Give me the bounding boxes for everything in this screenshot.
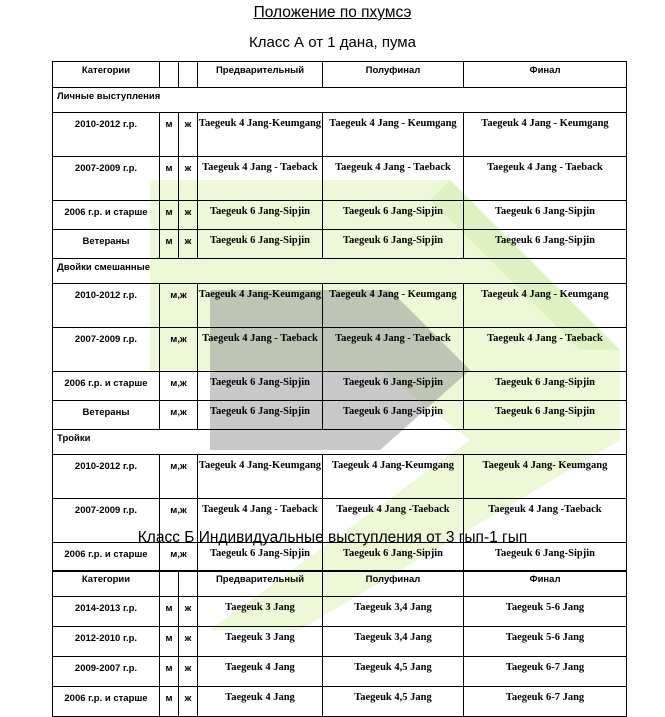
sex-m-cell: м	[160, 687, 179, 717]
final-cell: Taegeuk 6-7 Jang	[464, 687, 627, 717]
table-row	[53, 597, 627, 627]
category-cell: 2006 г.р. и старше	[53, 372, 160, 401]
preliminary-cell: Taegeuk 3 Jang	[198, 597, 323, 627]
category-cell: 2006 г.р. и старше	[53, 201, 160, 230]
table-header-row	[53, 62, 627, 88]
header-semifinal: Полуфинал	[323, 571, 464, 597]
sex-m-cell: м	[160, 113, 179, 157]
header-sex-f	[179, 571, 198, 597]
sex-cell: м,ж	[160, 401, 198, 430]
category-cell: 2012-2010 г.р.	[53, 627, 160, 657]
class-b-table	[52, 570, 627, 717]
final-cell: Taegeuk 4 Jang - Taeback	[464, 157, 627, 201]
semifinal-cell: Taegeuk 4 Jang - Taeback	[323, 157, 464, 201]
category-cell: 2006 г.р. и старше	[53, 543, 160, 572]
table-row	[53, 201, 627, 230]
semifinal-cell: Taegeuk 3,4 Jang	[323, 627, 464, 657]
table-row	[53, 284, 627, 328]
class-a-table	[52, 61, 627, 572]
preliminary-cell: Taegeuk 4 Jang	[198, 687, 323, 717]
final-cell: Taegeuk 6 Jang-Sipjin	[464, 230, 627, 259]
final-cell: Taegeuk 4 Jang - Keumgang	[464, 113, 627, 157]
sex-m-cell: м	[160, 230, 179, 259]
preliminary-cell: Taegeuk 4 Jang-Keumgang	[198, 455, 323, 499]
sex-m-cell: м	[160, 627, 179, 657]
final-cell: Taegeuk 5-6 Jang	[464, 627, 627, 657]
final-cell: Taegeuk 6 Jang-Sipjin	[464, 201, 627, 230]
table-row	[53, 230, 627, 259]
sex-f-cell: ж	[179, 230, 198, 259]
preliminary-cell: Taegeuk 4 Jang-Keumgang	[198, 113, 323, 157]
category-cell: 2006 г.р. и старше	[53, 687, 160, 717]
table-row	[53, 372, 627, 401]
preliminary-cell: Taegeuk 6 Jang-Sipjin	[198, 201, 323, 230]
category-cell: 2009-2007 г.р.	[53, 657, 160, 687]
header-category: Категории	[53, 62, 160, 88]
category-cell: 2010-2012 г.р.	[53, 113, 160, 157]
class-a-heading: Класс А от 1 дана, пума	[249, 34, 416, 51]
table-row	[53, 657, 627, 687]
final-cell: Taegeuk 4 Jang - Taeback	[464, 328, 627, 372]
sex-m-cell: м	[160, 657, 179, 687]
header-final: Финал	[464, 62, 627, 88]
sex-m-cell: м	[160, 157, 179, 201]
category-cell: 2007-2009 г.р.	[53, 328, 160, 372]
class-b-heading: Класс Б Индивидуальные выступления от 3 гып-1 гып	[137, 529, 528, 546]
header-sex-m	[160, 571, 179, 597]
sex-cell: м,ж	[160, 543, 198, 572]
final-cell: Taegeuk 6-7 Jang	[464, 657, 627, 687]
sex-cell: м,ж	[160, 372, 198, 401]
category-cell: Ветераны	[53, 401, 160, 430]
sex-f-cell: ж	[179, 657, 198, 687]
preliminary-cell: Taegeuk 4 Jang - Taeback	[198, 328, 323, 372]
table-header-row	[53, 571, 627, 597]
header-sex-f	[179, 62, 198, 88]
header-semifinal: Полуфинал	[323, 62, 464, 88]
final-cell: Taegeuk 6 Jang-Sipjin	[464, 372, 627, 401]
final-cell: Taegeuk 6 Jang-Sipjin	[464, 543, 627, 572]
header-final: Финал	[464, 571, 627, 597]
semifinal-cell: Taegeuk 4 Jang - Keumgang	[323, 113, 464, 157]
category-cell: 2010-2012 г.р.	[53, 284, 160, 328]
semifinal-cell: Taegeuk 6 Jang-Sipjin	[323, 230, 464, 259]
preliminary-cell: Taegeuk 4 Jang - Taeback	[198, 499, 323, 543]
header-category: Категории	[53, 571, 160, 597]
semifinal-cell: Taegeuk 6 Jang-Sipjin	[323, 372, 464, 401]
preliminary-cell: Taegeuk 6 Jang-Sipjin	[198, 401, 323, 430]
preliminary-cell: Taegeuk 3 Jang	[198, 627, 323, 657]
sex-cell: м,ж	[160, 328, 198, 372]
category-cell: Ветераны	[53, 230, 160, 259]
semifinal-cell: Taegeuk 4 Jang -Taeback	[323, 499, 464, 543]
group-row-mixed-pairs	[53, 259, 627, 284]
final-cell: Taegeuk 4 Jang -Taeback	[464, 499, 627, 543]
preliminary-cell: Taegeuk 4 Jang - Taeback	[198, 157, 323, 201]
table-row	[53, 627, 627, 657]
preliminary-cell: Taegeuk 6 Jang-Sipjin	[198, 372, 323, 401]
header-preliminary: Предварительный	[198, 62, 323, 88]
preliminary-cell: Taegeuk 4 Jang	[198, 657, 323, 687]
preliminary-cell: Taegeuk 6 Jang-Sipjin	[198, 230, 323, 259]
sex-m-cell: м	[160, 597, 179, 627]
header-preliminary: Предварительный	[198, 571, 323, 597]
category-cell: 2010-2012 г.р.	[53, 455, 160, 499]
sex-f-cell: ж	[179, 113, 198, 157]
header-sex-m	[160, 62, 179, 88]
sex-cell: м,ж	[160, 284, 198, 328]
group-label: Двойки смешанные	[53, 259, 627, 284]
final-cell: Taegeuk 4 Jang - Keumgang	[464, 284, 627, 328]
semifinal-cell: Taegeuk 4,5 Jang	[323, 657, 464, 687]
semifinal-cell: Taegeuk 6 Jang-Sipjin	[323, 201, 464, 230]
table-row	[53, 328, 627, 372]
final-cell: Taegeuk 4 Jang- Keumgang	[464, 455, 627, 499]
sex-cell: м,ж	[160, 499, 198, 543]
sex-f-cell: ж	[179, 687, 198, 717]
category-cell: 2014-2013 г.р.	[53, 597, 160, 627]
semifinal-cell: Taegeuk 4 Jang - Keumgang	[323, 284, 464, 328]
sex-f-cell: ж	[179, 627, 198, 657]
sex-f-cell: ж	[179, 597, 198, 627]
sex-cell: м,ж	[160, 455, 198, 499]
table-row	[53, 113, 627, 157]
preliminary-cell: Taegeuk 4 Jang-Keumgang	[198, 284, 323, 328]
table-row	[53, 455, 627, 499]
table-row	[53, 157, 627, 201]
table-row	[53, 687, 627, 717]
final-cell: Taegeuk 6 Jang-Sipjin	[464, 401, 627, 430]
semifinal-cell: Taegeuk 3,4 Jang	[323, 597, 464, 627]
category-cell: 2007-2009 г.р.	[53, 157, 160, 201]
semifinal-cell: Taegeuk 4 Jang-Keumgang	[323, 455, 464, 499]
group-label: Тройки	[53, 430, 627, 455]
group-row-individual	[53, 88, 627, 113]
group-label: Личные выступления	[53, 88, 627, 113]
sex-f-cell: ж	[179, 201, 198, 230]
group-row-triples	[53, 430, 627, 455]
semifinal-cell: Taegeuk 4,5 Jang	[323, 687, 464, 717]
final-cell: Taegeuk 5-6 Jang	[464, 597, 627, 627]
semifinal-cell: Taegeuk 4 Jang - Taeback	[323, 328, 464, 372]
table-row	[53, 401, 627, 430]
semifinal-cell: Taegeuk 6 Jang-Sipjin	[323, 401, 464, 430]
page-title: Положение по пхумсэ	[253, 4, 412, 21]
category-cell: 2007-2009 г.р.	[53, 499, 160, 543]
sex-f-cell: ж	[179, 157, 198, 201]
preliminary-cell: Taegeuk 6 Jang-Sipjin	[198, 543, 323, 572]
sex-m-cell: м	[160, 201, 179, 230]
semifinal-cell: Taegeuk 6 Jang-Sipjin	[323, 543, 464, 572]
